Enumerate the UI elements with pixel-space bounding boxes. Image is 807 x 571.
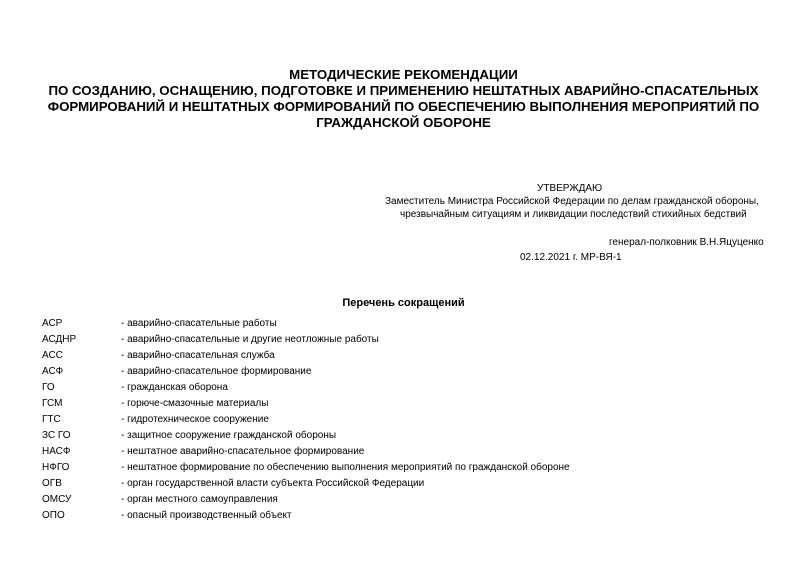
- abbreviation-code: ГО: [42, 382, 55, 393]
- abbreviation-description: - гражданская оборона: [121, 382, 228, 393]
- title-line: ГРАЖДАНСКОЙ ОБОРОНЕ: [316, 115, 491, 130]
- abbreviation-code: ОГВ: [42, 478, 62, 489]
- approver-position-line2: чрезвычайным ситуациям и ликвидации последствий стихийных бедствий: [400, 209, 747, 220]
- abbreviation-code: ГСМ: [42, 398, 63, 409]
- abbreviation-code: НФГО: [42, 462, 70, 473]
- title-line: ПО СОЗДАНИЮ, ОСНАЩЕНИЮ, ПОДГОТОВКЕ И ПРИМЕНЕНИЮ НЕШТАТНЫХ АВАРИЙНО-СПАСАТЕЛЬНЫХ: [48, 83, 759, 98]
- abbreviation-description: - горюче-смазочные материалы: [121, 398, 269, 409]
- abbreviation-row: [42, 444, 782, 460]
- abbreviation-code: ЗС ГО: [42, 430, 71, 441]
- abbreviation-description: - орган государственной власти субъекта Российской Федерации: [121, 478, 425, 489]
- abbreviation-row: [42, 412, 782, 428]
- abbreviation-row: [42, 460, 782, 476]
- approval-label: УТВЕРЖДАЮ: [537, 183, 603, 194]
- abbreviation-code: ОПО: [42, 510, 65, 521]
- abbreviation-code: АСДНР: [42, 334, 77, 345]
- abbreviations-list: [42, 316, 782, 524]
- abbreviation-description: - опасный производственный объект: [121, 510, 292, 521]
- abbreviations-heading: Перечень сокращений: [342, 297, 465, 309]
- abbreviation-code: ОМСУ: [42, 494, 72, 505]
- abbreviation-description: - нештатное формирование по обеспечению выполнения мероприятий по гражданской обороне: [121, 462, 570, 473]
- approval-date-number: 02.12.2021 г. МР-ВЯ-1: [520, 252, 622, 263]
- abbreviation-row: [42, 316, 782, 332]
- abbreviation-code: АСС: [42, 350, 63, 361]
- abbreviation-description: - защитное сооружение гражданской обороны: [121, 430, 337, 441]
- abbreviation-row: [42, 428, 782, 444]
- abbreviation-row: [42, 380, 782, 396]
- abbreviation-description: - аварийно-спасательное формирование: [121, 366, 312, 377]
- abbreviation-description: - гидротехническое сооружение: [121, 414, 269, 425]
- abbreviation-row: [42, 492, 782, 508]
- approver-position-line1: Заместитель Министра Российской Федерации по делам гражданской обороны,: [385, 196, 759, 207]
- abbreviation-row: [42, 396, 782, 412]
- abbreviation-row: [42, 364, 782, 380]
- abbreviation-description: - аварийно-спасательная служба: [121, 350, 275, 361]
- abbreviation-code: АСР: [42, 318, 63, 329]
- abbreviation-description: - орган местного самоуправления: [121, 494, 278, 505]
- title-line: ФОРМИРОВАНИЙ И НЕШТАТНЫХ ФОРМИРОВАНИЙ ПО ОБЕСПЕЧЕНИЮ ВЫПОЛНЕНИЯ МЕРОПРИЯТИЙ ПО: [47, 99, 760, 114]
- abbreviation-row: [42, 508, 782, 524]
- title-line: МЕТОДИЧЕСКИЕ РЕКОМЕНДАЦИИ: [289, 67, 518, 82]
- abbreviation-row: [42, 348, 782, 364]
- abbreviation-code: АСФ: [42, 366, 64, 377]
- abbreviation-row: [42, 332, 782, 348]
- abbreviation-description: - аварийно-спасательные и другие неотложные работы: [121, 334, 379, 345]
- document-title: [0, 67, 807, 131]
- abbreviation-row: [42, 476, 782, 492]
- abbreviation-description: - нештатное аварийно-спасательное формирование: [121, 446, 365, 457]
- abbreviation-code: НАСФ: [42, 446, 71, 457]
- approver-signer: генерал-полковник В.Н.Яцуценко: [609, 237, 764, 248]
- abbreviation-code: ГТС: [42, 414, 61, 425]
- abbreviation-description: - аварийно-спасательные работы: [121, 318, 277, 329]
